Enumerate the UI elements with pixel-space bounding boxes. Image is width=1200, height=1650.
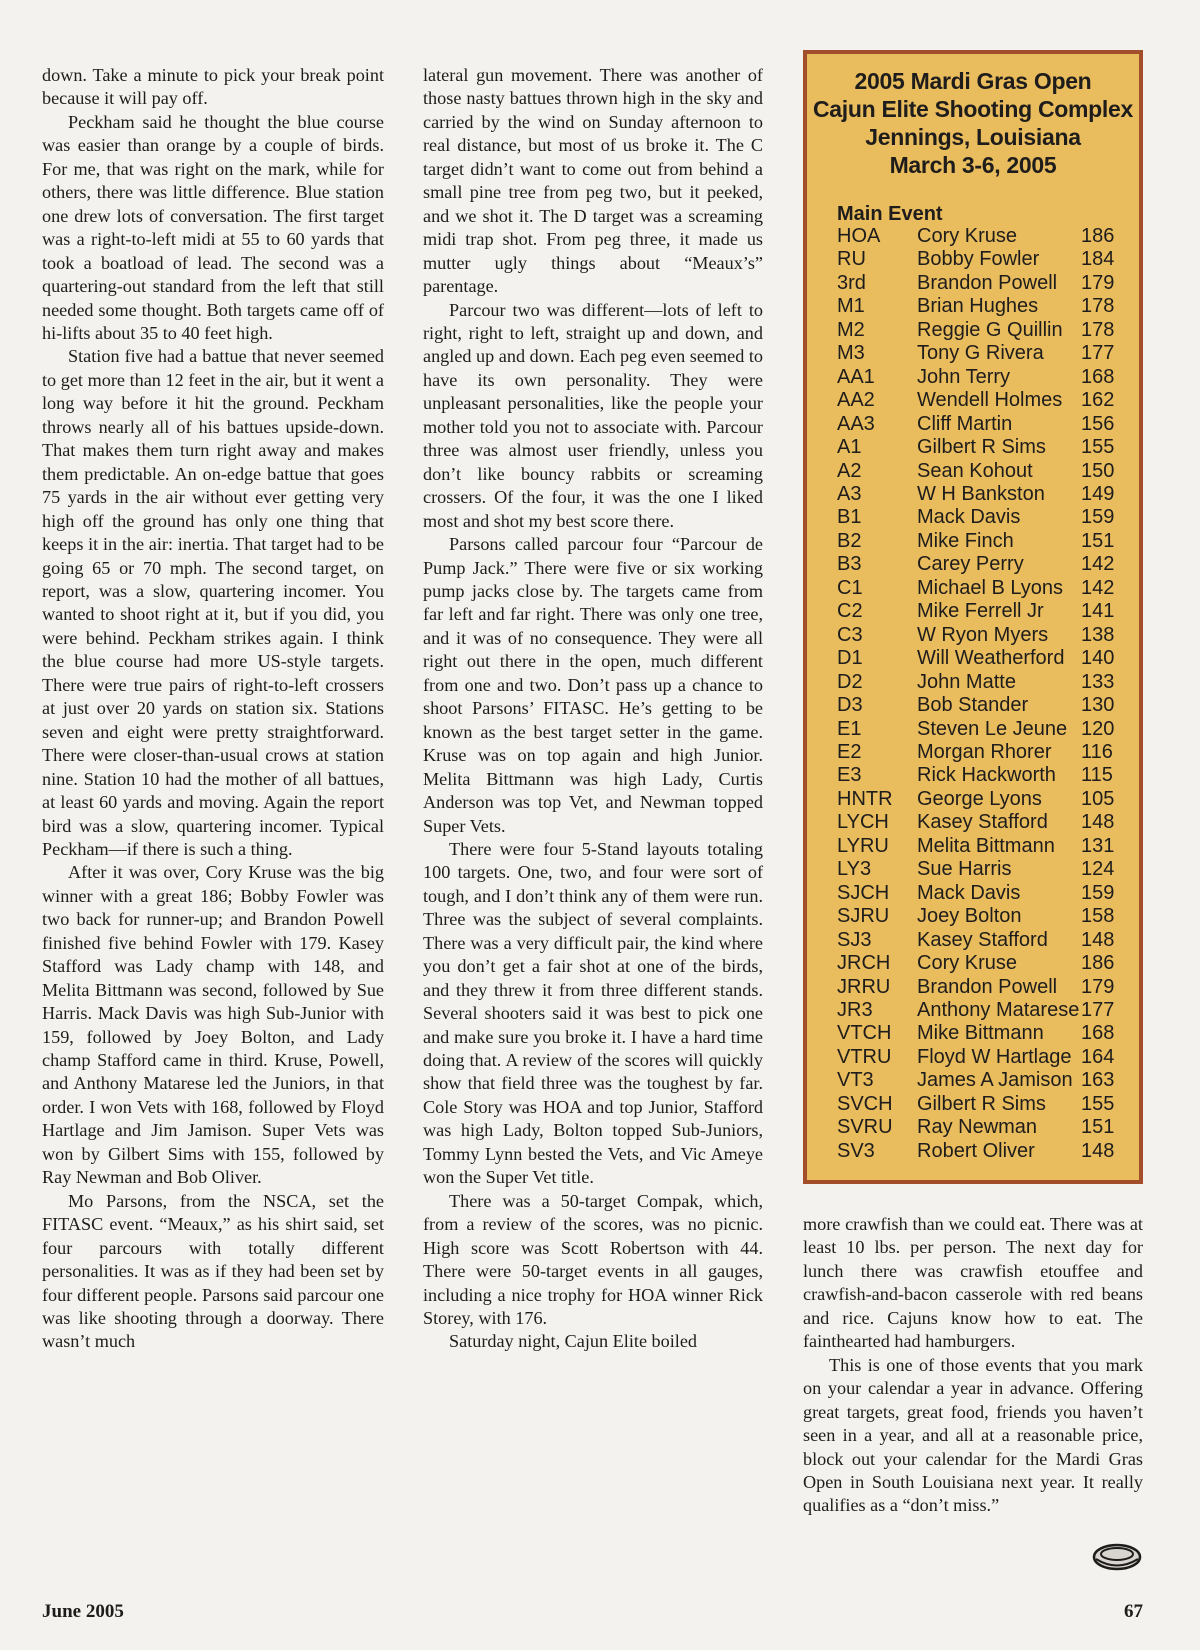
- sidebar-title-line: March 3-6, 2005: [889, 152, 1057, 178]
- result-row: [837, 389, 1121, 412]
- result-row: [837, 999, 1121, 1022]
- result-score: 150: [1081, 459, 1115, 482]
- result-row: [837, 929, 1121, 952]
- result-score: 163: [1081, 1069, 1115, 1092]
- result-score: 115: [1081, 764, 1113, 787]
- result-class: AA3: [837, 412, 875, 435]
- result-row: [837, 741, 1121, 764]
- article-paragraph: Parsons called parcour four “Parcour de Pump Jack.” There were five or six working pump jacks close by. The targets came from far left and far right. There was only one tree, and it was of no consequence. They were all right out there in the open, much different from one and two. Don’t pass up a chance to shoot Parsons’ FITASC. He’s getting to be known as the best target setter in the game. Kruse was on top again and high Junior. Melita Bittmann was high Lady, Curtis Anderson was top Vet, and Newman topped Super Vets.: [423, 534, 763, 836]
- result-class: E2: [837, 740, 862, 763]
- result-row: [837, 577, 1121, 600]
- result-score: 151: [1081, 1116, 1115, 1139]
- result-row: [837, 413, 1121, 436]
- result-class: HOA: [837, 225, 881, 247]
- result-score: 168: [1081, 365, 1115, 388]
- result-class: A3: [837, 482, 862, 505]
- result-class: AA2: [837, 389, 875, 412]
- result-name: Will Weatherford: [917, 647, 1065, 670]
- result-row: [837, 647, 1121, 670]
- result-name: Bob Stander: [917, 694, 1029, 717]
- result-score: 159: [1081, 881, 1115, 904]
- result-score: 142: [1081, 553, 1115, 576]
- page-number: 67: [1124, 1601, 1143, 1622]
- article-column-2: [423, 64, 763, 1354]
- result-name: Sue Harris: [917, 858, 1012, 881]
- result-row: [837, 483, 1121, 506]
- article-paragraph: Saturday night, Cajun Elite boiled: [449, 1331, 698, 1352]
- result-name: Bobby Fowler: [917, 248, 1040, 271]
- result-class: A1: [837, 436, 862, 459]
- result-row: [837, 342, 1121, 365]
- result-name: Michael B Lyons: [917, 576, 1063, 599]
- result-name: Joey Bolton: [917, 905, 1022, 928]
- result-name: Brandon Powell: [917, 975, 1058, 998]
- result-score: 148: [1081, 928, 1115, 951]
- result-name: Mack Davis: [917, 506, 1021, 529]
- result-row: [837, 624, 1121, 647]
- result-name: Cory Kruse: [917, 952, 1018, 975]
- result-name: Carey Perry: [917, 553, 1024, 576]
- result-class: JRRU: [837, 975, 891, 998]
- result-class: D3: [837, 694, 863, 717]
- result-row: [837, 225, 1121, 248]
- result-name: Mike Finch: [917, 529, 1014, 552]
- result-name: Morgan Rhorer: [917, 740, 1052, 763]
- sidebar-title-line: Jennings, Louisiana: [865, 124, 1081, 150]
- result-class: SJ3: [837, 928, 872, 951]
- result-class: B2: [837, 529, 862, 552]
- result-score: 186: [1081, 952, 1115, 975]
- result-name: Kasey Stafford: [917, 811, 1048, 834]
- result-row: [837, 248, 1121, 271]
- result-row: [837, 976, 1121, 999]
- result-name: W Ryon Myers: [917, 623, 1049, 646]
- result-score: 158: [1081, 905, 1115, 928]
- article-paragraph: Station five had a battue that never seemed to get more than 12 feet in the air, but it went a long way before it hit the ground. Peckham throws nearly all of his battues upside-down. That makes them turn right away and makes them predictable. An on-edge battue that goes 75 yards in the air without ever getting very high off the ground has only one thing that keeps it in the air: inertia. That target had to be going 65 or 70 mph. The second target, on report, was a slow, quartering incomer. You wanted to shoot right at it, but if you did, you were behind. Peckham strikes again. I think the blue course had more US-style targets. There were true pairs of right-to-left crossers at just over 20 yards on station six. Stations seven and eight were pretty straightforward. There were closer-than-usual crows at station nine. Station 10 had the mother of all battues, at least 60 yards and moving. Again the report bird was a slow, quartering incomer. Typical Peckham—if there is such a thing.: [42, 346, 384, 859]
- result-score: 155: [1081, 436, 1115, 459]
- result-name: Rick Hackworth: [917, 764, 1056, 787]
- result-name: Reggie G Quillin: [917, 318, 1063, 341]
- result-class: D2: [837, 670, 863, 693]
- result-score: 142: [1081, 576, 1115, 599]
- result-class: C1: [837, 576, 863, 599]
- result-name: George Lyons: [917, 787, 1042, 810]
- result-row: [837, 1093, 1121, 1116]
- result-score: 140: [1081, 647, 1115, 670]
- result-score: 133: [1081, 670, 1115, 693]
- result-row: [837, 506, 1121, 529]
- article-paragraph: Parcour two was different—lots of left to right, right to left, straight up and down, and angled up and down. Each peg even seemed to have its own personality. They were unpleasant personalities, like the people your mother told you not to associate with. Parcour three was almost user friendly, unless you don’t like bouncy rabbits or screaming crossers. Of the four, it was the one I liked most and shot my best score there.: [423, 299, 763, 531]
- result-row: [837, 1140, 1121, 1163]
- result-score: 184: [1081, 248, 1115, 271]
- result-name: John Matte: [917, 670, 1016, 693]
- result-class: B1: [837, 506, 862, 529]
- sidebar-title-line: 2005 Mardi Gras Open: [854, 68, 1092, 94]
- clay-target-icon: [1092, 1542, 1142, 1577]
- article-paragraph: down. Take a minute to pick your break point because it will pay off.: [42, 65, 384, 109]
- article-paragraph: This is one of those events that you mark on your calendar a year in advance. Offering great targets, great food, friends you haven’t seen in a year, and all at a reasonable price, block out your calendar for the Mardi Gras Open in South Louisiana next year. It really qualifies as a “don’t miss.”: [803, 1354, 1143, 1516]
- result-score: 120: [1081, 717, 1115, 740]
- result-row: [837, 1046, 1121, 1069]
- result-row: [837, 1116, 1121, 1139]
- result-row: [837, 952, 1121, 975]
- result-row: [837, 530, 1121, 553]
- result-name: Ray Newman: [917, 1116, 1038, 1139]
- result-name: Kasey Stafford: [917, 928, 1048, 951]
- result-score: 178: [1081, 318, 1115, 341]
- result-class: SV3: [837, 1139, 875, 1162]
- result-class: D1: [837, 647, 863, 670]
- result-class: LYRU: [837, 834, 889, 857]
- result-score: 177: [1081, 342, 1115, 365]
- result-class: C3: [837, 623, 863, 646]
- result-score: 179: [1081, 975, 1115, 998]
- result-class: AA1: [837, 365, 875, 388]
- result-class: JRCH: [837, 952, 891, 975]
- result-class: VT3: [837, 1069, 874, 1092]
- result-name: Steven Le Jeune: [917, 717, 1068, 740]
- article-column-3: [803, 1213, 1143, 1518]
- section-heading: Main Event: [837, 203, 943, 225]
- article-paragraph: After it was over, Cory Kruse was the big winner with a great 186; Bobby Fowler was two back for runner-up; and Brandon Powell finished five behind Fowler with 179. Kasey Stafford was Lady champ with 148, and Melita Bittmann was second, followed by Sue Harris. Mack Davis was high Sub-Junior with 159, followed by Joey Bolton, and Lady champ Stafford came in third. Kruse, Powell, and Anthony Matarese led the Juniors, in that order. I won Vets with 168, followed by Floyd Hartlage and Jim Jamison. Super Vets was won by Gilbert Sims with 155, followed by Ray Newman and Bob Oliver.: [42, 862, 384, 1188]
- result-row: [837, 718, 1121, 741]
- result-name: James A Jamison: [917, 1069, 1073, 1092]
- result-score: 155: [1081, 1092, 1115, 1115]
- result-class: C2: [837, 600, 863, 623]
- result-class: VTRU: [837, 1045, 892, 1068]
- result-class: M1: [837, 295, 865, 318]
- article-paragraph: Mo Parsons, from the NSCA, set the FITASC event. “Meaux,” as his shirt said, set four parcours with totally different personalities. It was as if they had been set by four different people. Parsons said parcour one was like shooting through a doorway. There wasn’t much: [42, 1190, 384, 1352]
- result-row: [837, 295, 1121, 318]
- result-score: 116: [1081, 740, 1113, 763]
- result-class: VTCH: [837, 1022, 892, 1045]
- result-class: 3rd: [837, 271, 866, 294]
- result-score: 138: [1081, 623, 1115, 646]
- result-score: 131: [1081, 834, 1115, 857]
- result-name: Tony G Rivera: [917, 342, 1044, 365]
- sidebar-title-line: Cajun Elite Shooting Complex: [812, 96, 1133, 122]
- result-class: RU: [837, 248, 866, 271]
- result-name: Gilbert R Sims: [917, 1092, 1046, 1115]
- result-class: B3: [837, 553, 862, 576]
- result-row: [837, 835, 1121, 858]
- result-class: SJCH: [837, 881, 890, 904]
- result-name: Mike Ferrell Jr: [917, 600, 1044, 623]
- result-score: 162: [1081, 389, 1115, 412]
- result-row: [837, 1069, 1121, 1092]
- result-row: [837, 811, 1121, 834]
- result-row: [837, 882, 1121, 905]
- result-score: 156: [1081, 412, 1115, 435]
- result-score: 164: [1081, 1045, 1115, 1068]
- article-paragraph: There were four 5-Stand layouts totaling 100 targets. One, two, and four were sort of tough, and I don’t think any of them were run. Three was the subject of several complaints. There was a very difficult pair, the kind where you don’t get a fair shot at one of the birds, and they threw it from three different stands. Several shooters said it was best to pick one and make sure you broke it. I have a hard time doing that. A review of the scores will quickly show that field three was the toughest by far. Cole Story was HOA and top Junior, Stafford was high Lady, Bolton topped Sub-Juniors, Tommy Lynn bested the Vets, and Vic Ameye won the Super Vet title.: [423, 838, 763, 1188]
- result-score: 148: [1081, 811, 1115, 834]
- result-name: Mike Bittmann: [917, 1022, 1044, 1045]
- result-name: Melita Bittmann: [917, 834, 1055, 857]
- article-column-1: [42, 64, 384, 1354]
- result-row: [837, 319, 1121, 342]
- result-class: LY3: [837, 858, 872, 881]
- result-class: M3: [837, 342, 865, 365]
- result-name: Brian Hughes: [917, 295, 1039, 318]
- result-name: Mack Davis: [917, 881, 1021, 904]
- result-class: JR3: [837, 998, 873, 1021]
- result-row: [837, 788, 1121, 811]
- result-row: [837, 764, 1121, 787]
- result-name: John Terry: [917, 365, 1011, 388]
- result-class: M2: [837, 318, 865, 341]
- result-name: Wendell Holmes: [917, 389, 1063, 412]
- result-row: [837, 694, 1121, 717]
- result-row: [837, 858, 1121, 881]
- result-name: Gilbert R Sims: [917, 436, 1046, 459]
- result-name: Sean Kohout: [917, 459, 1033, 482]
- result-score: 141: [1081, 600, 1115, 623]
- result-class: A2: [837, 459, 862, 482]
- article-paragraph: more crawfish than we could eat. There was at least 10 lbs. per person. The next day for lunch there was crawfish etouffee and crawfish-and-bacon casserole with red beans and rice. Cajuns know how to eat. The fainthearted had hamburgers.: [803, 1214, 1143, 1352]
- result-row: [837, 460, 1121, 483]
- result-class: SVRU: [837, 1116, 893, 1139]
- result-row: [837, 436, 1121, 459]
- result-class: LYCH: [837, 811, 889, 834]
- result-score: 179: [1081, 271, 1115, 294]
- result-row: [837, 553, 1121, 576]
- result-row: [837, 600, 1121, 623]
- result-score: 124: [1081, 858, 1115, 881]
- result-class: E1: [837, 717, 862, 740]
- result-name: Cliff Martin: [917, 412, 1013, 435]
- result-score: 178: [1081, 295, 1115, 318]
- sidebar-title: [807, 67, 1139, 179]
- result-row: [837, 366, 1121, 389]
- result-score: 149: [1081, 482, 1115, 505]
- result-score: 177: [1081, 998, 1115, 1021]
- results-sidebar: [803, 50, 1143, 1184]
- result-name: Floyd W Hartlage: [917, 1045, 1072, 1068]
- result-score: 148: [1081, 1139, 1115, 1162]
- results-table: [837, 225, 1121, 1163]
- article-paragraph: There was a 50-target Compak, which, from a review of the scores, was no picnic. High score was Scott Robertson with 44. There were 50-target events in all gauges, including a nice trophy for HOA winner Rick Storey, with 176.: [423, 1190, 763, 1329]
- result-row: [837, 272, 1121, 295]
- result-class: SJRU: [837, 905, 890, 928]
- result-score: 130: [1081, 694, 1115, 717]
- result-class: SVCH: [837, 1092, 893, 1115]
- result-name: Brandon Powell: [917, 271, 1058, 294]
- article-paragraph: lateral gun movement. There was another of those nasty battues thrown high in the sky and carried by the wind on Sunday afternoon to real distance, but most of us broke it. The C target didn’t want to come out from behind a small pine tree from peg two, but it peeked, and we shot it. The D target was a screaming midi trap shot. From peg three, it made us mutter ugly things about “Meaux’s” parentage.: [423, 65, 763, 297]
- result-score: 151: [1081, 529, 1115, 552]
- result-name: Cory Kruse: [917, 225, 1018, 247]
- result-class: HNTR: [837, 787, 893, 810]
- result-name: Robert Oliver: [917, 1139, 1035, 1162]
- result-name: Anthony Matarese: [917, 998, 1080, 1021]
- result-row: [837, 1022, 1121, 1045]
- result-score: 186: [1081, 225, 1115, 247]
- issue-date: June 2005: [42, 1601, 124, 1622]
- result-row: [837, 905, 1121, 928]
- result-name: W H Bankston: [917, 482, 1045, 505]
- result-class: E3: [837, 764, 862, 787]
- result-score: 105: [1081, 787, 1115, 810]
- article-paragraph: Peckham said he thought the blue course was easier than orange by a couple of birds. For me, that was right on the mark, while for others, there was little difference. Blue station one drew lots of conversation. The first target was a right-to-left midi at 55 to 60 yards that took a boatload of lead. The second was a quartering-out standard from the left that still needed some thought. Both targets came off of hi-lifts about 35 to 40 feet high.: [42, 111, 384, 343]
- result-score: 168: [1081, 1022, 1115, 1045]
- result-score: 159: [1081, 506, 1115, 529]
- result-row: [837, 671, 1121, 694]
